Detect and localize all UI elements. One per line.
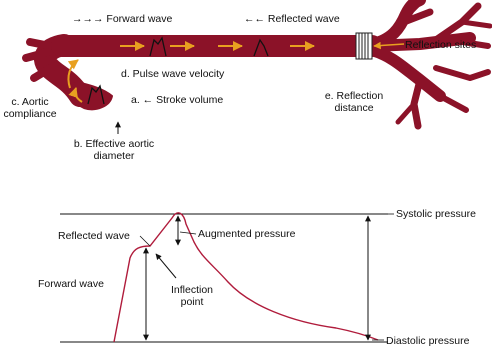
reflected-wave-label: ←← Reflected wave <box>244 13 340 25</box>
reflection-distance-line-1: e. Reflection <box>324 90 384 102</box>
inflection-point-line-2: point <box>180 296 204 308</box>
effective-aortic-diameter-line-1: b. Effective aortic <box>73 138 155 150</box>
inflection-point-label <box>162 284 222 308</box>
distal-branch-mid-4 <box>462 22 490 26</box>
distal-branch-down-3 <box>440 96 466 110</box>
aortic-compliance-line-2: compliance <box>3 108 57 120</box>
forward-wave-label: →→→ Forward wave <box>72 13 173 25</box>
inflection-point-pointer <box>156 254 176 278</box>
distal-branch-down-4 <box>436 68 488 78</box>
effective-aortic-diameter-label <box>62 138 166 162</box>
systolic-pressure-label: Systolic pressure <box>396 208 476 220</box>
proximal-branch-1 <box>30 42 50 46</box>
reflected-wave-curve-label: Reflected wave <box>58 230 130 242</box>
augmented-pressure-label: Augmented pressure <box>198 228 296 240</box>
reflection-distance-line-2: distance <box>334 102 374 114</box>
reflection-sites-label: Reflection sites <box>405 39 477 51</box>
distal-branch-down-5 <box>398 104 414 122</box>
effective-aortic-diameter-line-2: diameter <box>93 150 135 162</box>
inflection-point-line-1: Inflection <box>170 284 214 296</box>
pulse-wave-velocity-label: d. Pulse wave velocity <box>121 68 225 80</box>
aortic-compliance-label <box>0 96 60 120</box>
reflection-distance-label <box>312 90 396 114</box>
diastolic-pressure-label: Diastolic pressure <box>386 335 470 347</box>
reflection-site-grille <box>356 33 372 59</box>
aortic-compliance-line-1: c. Aortic <box>11 96 49 108</box>
augmented-pressure-pointer <box>180 232 196 234</box>
reflected-wave-pointer <box>140 236 150 246</box>
stroke-volume-label: a. ← Stroke volume <box>131 94 224 106</box>
forward-wave-curve-label: Forward wave <box>38 278 104 290</box>
